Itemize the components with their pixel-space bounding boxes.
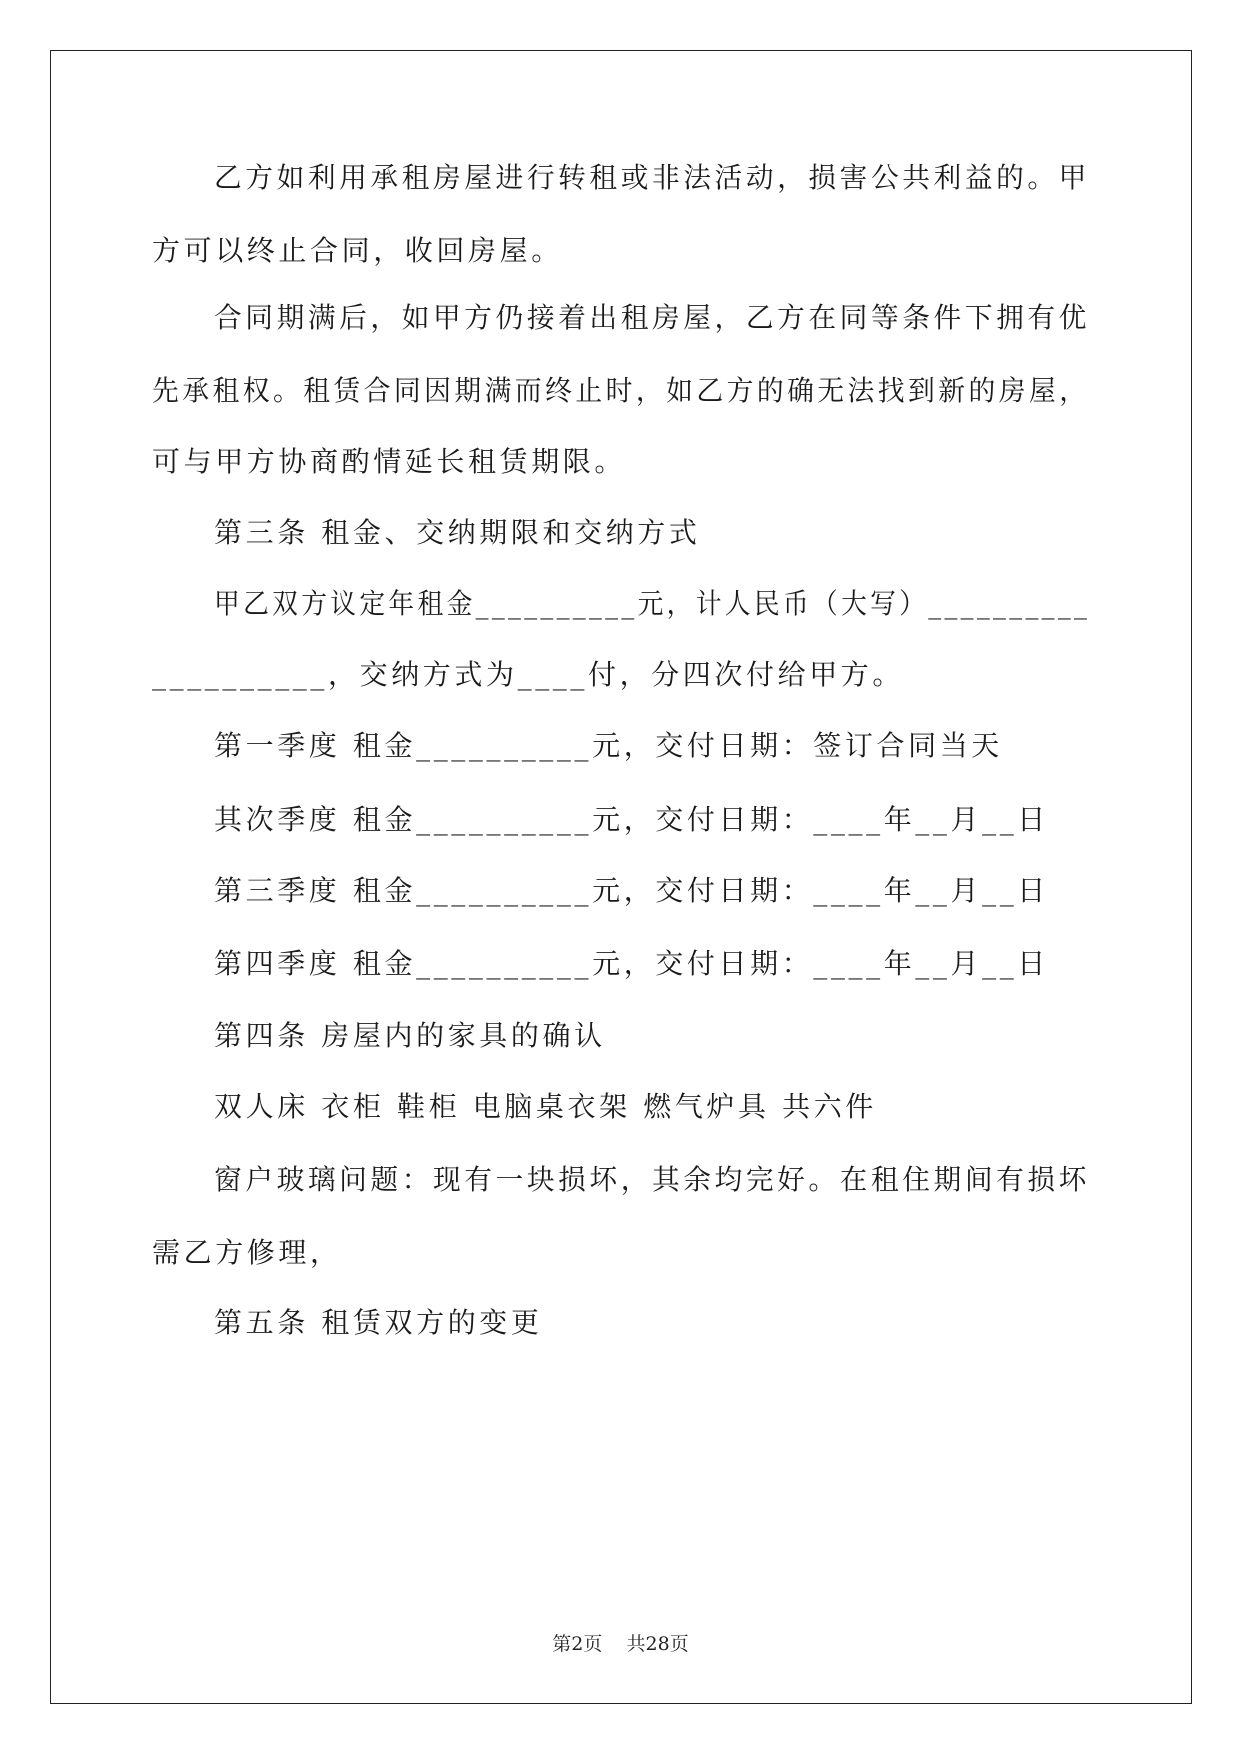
- section-heading-article-4: 第四条 房屋内的家具的确认: [214, 1019, 606, 1052]
- quarter-rent-line-2: 其次季度 租金__________元，交付日期：____年__月__日: [214, 803, 1049, 836]
- paragraph-line: 甲乙双方议定年租金__________元，计人民币（大写）__________: [214, 587, 1091, 620]
- section-heading-article-5: 第五条 租赁双方的变更: [214, 1306, 543, 1339]
- page-total-number: 28: [645, 1633, 670, 1655]
- paragraph-line: __________，交纳方式为____付，分四次付给甲方。: [152, 658, 905, 691]
- page-footer: [0, 1632, 1241, 1656]
- paragraph-line: 先承租权。租赁合同因期满而终止时，如乙方的确无法找到新的房屋，: [152, 374, 1090, 407]
- page-suffix: 页: [669, 1633, 689, 1655]
- page-mid: 页 共: [583, 1633, 646, 1655]
- section-heading-article-3: 第三条 租金、交纳期限和交纳方式: [214, 516, 701, 549]
- page-prefix: 第: [552, 1633, 572, 1655]
- paragraph-line: 窗户玻璃问题：现有一块损坏，其余均完好。在租住期间有损坏: [214, 1163, 1090, 1196]
- paragraph-line: 需乙方修理，: [152, 1236, 342, 1269]
- page-current-number: 2: [571, 1633, 584, 1655]
- quarter-rent-line-3: 第三季度 租金__________元，交付日期：____年__月__日: [214, 874, 1049, 907]
- furniture-list: 双人床 衣柜 鞋柜 电脑桌衣架 燃气炉具 共六件: [214, 1090, 877, 1123]
- paragraph-line: 可与甲方协商酌情延长租赁期限。: [152, 445, 627, 478]
- quarter-rent-line-1: 第一季度 租金__________元，交付日期：签订合同当天: [214, 729, 1003, 762]
- paragraph-line: 乙方如利用承租房屋进行转租或非法活动，损害公共利益的。甲: [214, 161, 1090, 194]
- paragraph-line: 合同期满后，如甲方仍接着出租房屋，乙方在同等条件下拥有优: [214, 301, 1090, 334]
- quarter-rent-line-4: 第四季度 租金__________元，交付日期：____年__月__日: [214, 947, 1049, 980]
- paragraph-line: 方可以终止合同，收回房屋。: [152, 234, 563, 267]
